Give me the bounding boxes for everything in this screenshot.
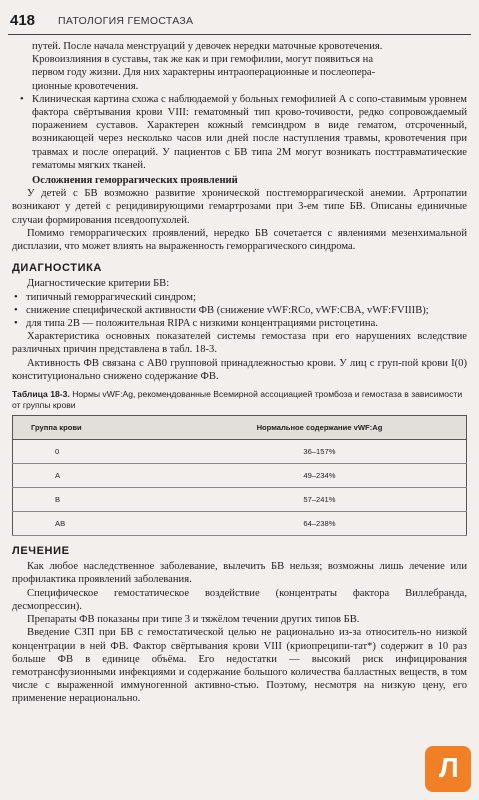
cell-vwf-ag: 36–157% <box>174 440 467 464</box>
diagnostics-paragraph-2: Активность ФВ связана с АВ0 групповой принадлежностью крови. У лиц с груп-пой крови I(0) конституционально снижено содержание ФВ. <box>12 357 467 382</box>
bullet-mild-clinical-picture <box>12 93 467 172</box>
table-caption <box>12 389 467 411</box>
bullet-icon: • <box>14 318 18 330</box>
continuation-line: путей. После начала менструаций у девочек нередки маточные кровотечения. <box>32 41 383 52</box>
cell-blood-group: AB <box>13 512 174 536</box>
cell-vwf-ag: 64–238% <box>174 512 467 536</box>
complications-paragraph-2: Помимо геморрагических проявлений, нередко БВ сочетается с явлениями мезенхимальной дисплазии, что может влиять на выраженность геморрагического синдрома. <box>12 227 467 253</box>
vwf-norms-table <box>12 415 467 536</box>
criteria-item-text: для типа 2В — положительная RIPA с низкими концентрациями ристоцетина. <box>26 318 378 330</box>
bullet-icon: • <box>20 93 24 105</box>
publisher-logo-watermark <box>425 746 471 792</box>
table-header-row <box>13 416 467 440</box>
cell-blood-group: B <box>13 488 174 512</box>
criteria-item-text: типичный геморрагический синдром; <box>26 291 196 303</box>
page-content <box>12 40 467 706</box>
column-header-blood-group: Группа крови <box>13 416 174 440</box>
diagnostics-heading: ДИАГНОСТИКА <box>12 262 102 275</box>
page-number: 418 <box>10 12 36 29</box>
criteria-item <box>12 317 467 330</box>
diagnostics-paragraph-1: Характеристика основных показателей системы гемостаза при его нарушениях вследствие различных причин представлена в табл. 18-3. <box>12 331 467 356</box>
page-header <box>8 8 471 35</box>
table-caption-text: Нормы vWF:Ag, рекомендованные Всемирной ассоциацией тромбоза и гемостаза в зависимости от группы крови <box>12 389 463 411</box>
column-header-vwf-ag: Нормальное содержание vWF:Ag <box>174 416 467 440</box>
table-row <box>13 512 467 536</box>
table-caption-label: Таблица 18-3. <box>12 389 70 400</box>
bullet-icon: • <box>14 291 18 303</box>
treatment-paragraph-1: Как любое наследственное заболевание, вылечить БВ нельзя; возможны лишь лечение или профилактика проявлений заболевания. <box>12 561 467 586</box>
continuation-line: первом году жизни. Для них характерны интраоперационные и послеопера- <box>32 67 376 79</box>
complications-paragraph-1: У детей с БВ возможно развитие хронической постгеморрагической анемии. Артропатии возникают у детей с рецидивирующими гемартрозами при 3-ем типе БВ. Описаны единичные случаи формирования псевдоопухолей. <box>12 188 467 226</box>
cell-vwf-ag: 57–241% <box>174 488 467 512</box>
complications-heading: Осложнения геморрагических проявлений <box>32 175 238 187</box>
table-row <box>13 440 467 464</box>
table-row <box>13 488 467 512</box>
running-title: ПАТОЛОГИЯ ГЕМОСТАЗА <box>58 15 194 27</box>
cell-blood-group: 0 <box>13 440 174 464</box>
treatment-paragraph-2: Специфическое гемостатическое воздействие (концентраты фактора Виллебранда, десмопрессин). <box>12 587 467 612</box>
treatment-paragraph-4: Введение СЗП при БВ с гемостатической целью не рационально из-за относитель-но низкой концентрации в ней ФВ. Фактор свёртывания крови VIII (криопреципи-тат*) содержит в 10 раз больше ФВ в единице объёма. Его недостатки — высокий риск инфицирования гемотрансфузионными инфекциями и содержание большого количества балластных веществ, в том числе с выраженной иммуногенной активно-стью. Поэтому, несмотря на низкую цену, его применение нерационально. <box>12 627 467 705</box>
criteria-item <box>12 304 467 317</box>
continuation-line: ционные кровотечения. <box>32 80 139 92</box>
bullet-icon: • <box>14 304 18 316</box>
criteria-intro: Диагностические критерии БВ: <box>27 278 170 290</box>
bullet-text: Клиническая картина схожа с наблюдаемой у больных гемофилией А с сопо-ставимым уровнем фактора свёртывания крови VIII: гематомный тип крово-точивости, редко сопровождаемый поражением суставов. Характерен кожный гемсиндром в виде гематом, отсроченный, возникающей через несколько часов или дней после наступления травмы, кровотечения при травмах и после операций. У пациентов с БВ типа 2М могут возникать посттравматические гематомы мягких тканей. <box>32 93 467 171</box>
table-row <box>13 464 467 488</box>
criteria-item-text: снижение специфической активности ФВ (снижение vWF:RCo, vWF:CBA, vWF:FVIIIB); <box>26 304 429 316</box>
cell-blood-group: A <box>13 464 174 488</box>
continuation-line: Кровоизлияния в суставы, так же как и при гемофилии, могут появиться на <box>32 54 374 66</box>
logo-letter: Л <box>439 752 459 783</box>
criteria-item <box>12 291 467 304</box>
treatment-paragraph-3: Препараты ФВ показаны при типе 3 и тяжёлом течении других типов БВ. <box>27 614 360 626</box>
cell-vwf-ag: 49–234% <box>174 464 467 488</box>
treatment-heading: ЛЕЧЕНИЕ <box>12 545 70 558</box>
